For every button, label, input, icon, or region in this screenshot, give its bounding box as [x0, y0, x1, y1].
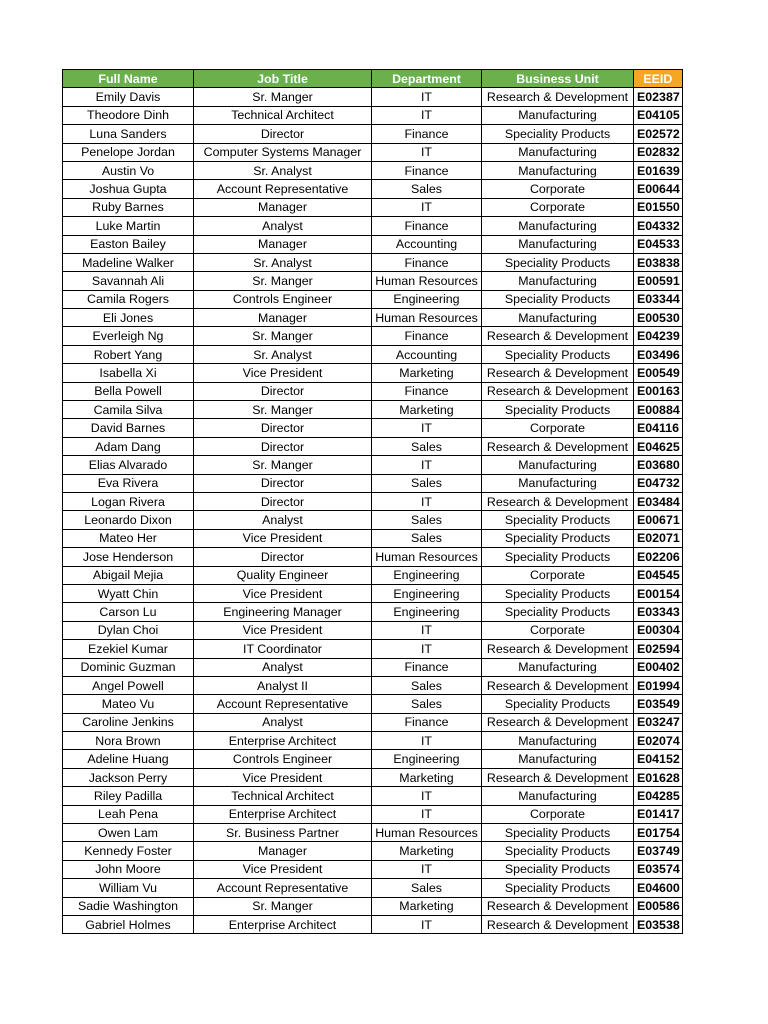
cell-full-name[interactable]: Ruby Barnes [63, 198, 194, 216]
cell-full-name[interactable]: Mateo Vu [63, 695, 194, 713]
cell-business-unit[interactable]: Speciality Products [482, 824, 634, 842]
cell-business-unit[interactable]: Corporate [482, 566, 634, 584]
table-row [63, 125, 683, 143]
cell-job-title[interactable]: Director [194, 382, 372, 400]
cell-department[interactable]: IT [372, 106, 482, 124]
cell-job-title[interactable]: Manager [194, 842, 372, 860]
cell-department[interactable]: Sales [372, 676, 482, 694]
table-row [63, 217, 683, 235]
table-row [63, 548, 683, 566]
cell-eeid[interactable]: E00671 [634, 511, 683, 529]
cell-department[interactable]: IT [372, 732, 482, 750]
table-row [63, 143, 683, 161]
cell-job-title[interactable]: Technical Architect [194, 787, 372, 805]
cell-eeid[interactable]: E04600 [634, 879, 683, 897]
cell-job-title[interactable]: Director [194, 125, 372, 143]
cell-full-name[interactable]: Sadie Washington [63, 897, 194, 915]
cell-full-name[interactable]: Owen Lam [63, 824, 194, 842]
cell-eeid[interactable]: E00644 [634, 180, 683, 198]
cell-department[interactable]: Finance [372, 125, 482, 143]
cell-eeid[interactable]: E02074 [634, 732, 683, 750]
table-row [63, 658, 683, 676]
cell-job-title[interactable]: Sr. Analyst [194, 345, 372, 363]
cell-eeid[interactable]: E03838 [634, 253, 683, 271]
cell-full-name[interactable]: Riley Padilla [63, 787, 194, 805]
cell-full-name[interactable]: Gabriel Holmes [63, 915, 194, 933]
cell-job-title[interactable]: Analyst II [194, 676, 372, 694]
cell-job-title[interactable]: Vice President [194, 621, 372, 639]
cell-full-name[interactable]: William Vu [63, 879, 194, 897]
cell-eeid[interactable]: E02572 [634, 125, 683, 143]
cell-full-name[interactable]: Ezekiel Kumar [63, 640, 194, 658]
table-row [63, 106, 683, 124]
cell-department[interactable]: Marketing [372, 364, 482, 382]
cell-department[interactable]: IT [372, 915, 482, 933]
cell-eeid[interactable]: E02594 [634, 640, 683, 658]
cell-business-unit[interactable]: Speciality Products [482, 401, 634, 419]
cell-job-title[interactable]: Sr. Analyst [194, 161, 372, 179]
cell-full-name[interactable]: Carson Lu [63, 603, 194, 621]
cell-job-title[interactable]: Sr. Analyst [194, 253, 372, 271]
table-row [63, 750, 683, 768]
cell-full-name[interactable]: Jackson Perry [63, 768, 194, 786]
cell-job-title[interactable]: Vice President [194, 860, 372, 878]
cell-business-unit[interactable]: Speciality Products [482, 584, 634, 602]
cell-job-title[interactable]: Vice President [194, 529, 372, 547]
cell-eeid[interactable]: E00154 [634, 584, 683, 602]
cell-full-name[interactable]: Caroline Jenkins [63, 713, 194, 731]
cell-department[interactable]: IT [372, 143, 482, 161]
table-row [63, 824, 683, 842]
cell-full-name[interactable]: Abigail Mejia [63, 566, 194, 584]
cell-job-title[interactable]: Director [194, 548, 372, 566]
cell-department[interactable]: Accounting [372, 345, 482, 363]
table-body [63, 88, 683, 934]
cell-full-name[interactable]: Adam Dang [63, 437, 194, 455]
cell-eeid[interactable]: E02071 [634, 529, 683, 547]
cell-business-unit[interactable]: Research & Development [482, 492, 634, 510]
cell-business-unit[interactable]: Manufacturing [482, 161, 634, 179]
table-row [63, 860, 683, 878]
cell-business-unit[interactable]: Research & Development [482, 676, 634, 694]
cell-job-title[interactable]: Technical Architect [194, 106, 372, 124]
cell-eeid[interactable]: E02832 [634, 143, 683, 161]
cell-eeid[interactable]: E04545 [634, 566, 683, 584]
cell-eeid[interactable]: E04625 [634, 437, 683, 455]
cell-eeid[interactable]: E04105 [634, 106, 683, 124]
cell-full-name[interactable]: Joshua Gupta [63, 180, 194, 198]
cell-department[interactable]: Sales [372, 695, 482, 713]
cell-full-name[interactable]: Savannah Ali [63, 272, 194, 290]
cell-job-title[interactable]: Sr. Manger [194, 401, 372, 419]
cell-full-name[interactable]: Austin Vo [63, 161, 194, 179]
cell-job-title[interactable]: Director [194, 474, 372, 492]
cell-job-title[interactable]: Manager [194, 198, 372, 216]
cell-business-unit[interactable]: Manufacturing [482, 658, 634, 676]
table-row [63, 253, 683, 271]
employee-table [62, 69, 683, 934]
cell-job-title[interactable]: Sr. Manger [194, 272, 372, 290]
cell-business-unit[interactable]: Corporate [482, 180, 634, 198]
cell-full-name[interactable]: Jose Henderson [63, 548, 194, 566]
cell-department[interactable]: Sales [372, 529, 482, 547]
cell-business-unit[interactable]: Manufacturing [482, 217, 634, 235]
cell-business-unit[interactable]: Speciality Products [482, 125, 634, 143]
cell-full-name[interactable]: Adeline Huang [63, 750, 194, 768]
cell-eeid[interactable]: E03680 [634, 456, 683, 474]
cell-business-unit[interactable]: Research & Development [482, 364, 634, 382]
cell-department[interactable]: IT [372, 492, 482, 510]
cell-business-unit[interactable]: Speciality Products [482, 879, 634, 897]
cell-job-title[interactable]: Account Representative [194, 695, 372, 713]
cell-full-name[interactable]: Easton Bailey [63, 235, 194, 253]
cell-department[interactable]: Finance [372, 161, 482, 179]
cell-eeid[interactable]: E03484 [634, 492, 683, 510]
table-row [63, 382, 683, 400]
cell-full-name[interactable]: Leonardo Dixon [63, 511, 194, 529]
table-row [63, 88, 683, 106]
cell-full-name[interactable]: Kennedy Foster [63, 842, 194, 860]
cell-job-title[interactable]: Sr. Business Partner [194, 824, 372, 842]
cell-eeid[interactable]: E01639 [634, 161, 683, 179]
header-business-unit[interactable]: Business Unit [482, 70, 634, 88]
cell-department[interactable]: Human Resources [372, 824, 482, 842]
cell-business-unit[interactable]: Speciality Products [482, 511, 634, 529]
cell-eeid[interactable]: E00530 [634, 309, 683, 327]
table-row [63, 842, 683, 860]
cell-eeid[interactable]: E03749 [634, 842, 683, 860]
cell-department[interactable]: Engineering [372, 750, 482, 768]
cell-business-unit[interactable]: Manufacturing [482, 456, 634, 474]
cell-full-name[interactable]: Emily Davis [63, 88, 194, 106]
cell-job-title[interactable]: Director [194, 437, 372, 455]
cell-job-title[interactable]: Director [194, 419, 372, 437]
cell-job-title[interactable]: Sr. Manger [194, 327, 372, 345]
cell-department[interactable]: IT [372, 419, 482, 437]
cell-business-unit[interactable]: Manufacturing [482, 272, 634, 290]
cell-department[interactable]: Finance [372, 327, 482, 345]
cell-job-title[interactable]: Vice President [194, 768, 372, 786]
cell-department[interactable]: Sales [372, 879, 482, 897]
table-row [63, 492, 683, 510]
cell-business-unit[interactable]: Corporate [482, 198, 634, 216]
cell-department[interactable]: IT [372, 456, 482, 474]
cell-eeid[interactable]: E03247 [634, 713, 683, 731]
cell-business-unit[interactable]: Research & Development [482, 437, 634, 455]
cell-department[interactable]: Finance [372, 658, 482, 676]
cell-eeid[interactable]: E00549 [634, 364, 683, 382]
cell-department[interactable]: IT [372, 787, 482, 805]
cell-eeid[interactable]: E03344 [634, 290, 683, 308]
cell-eeid[interactable]: E00884 [634, 401, 683, 419]
cell-department[interactable]: IT [372, 805, 482, 823]
cell-full-name[interactable]: Theodore Dinh [63, 106, 194, 124]
cell-department[interactable]: Sales [372, 511, 482, 529]
cell-full-name[interactable]: Penelope Jordan [63, 143, 194, 161]
cell-job-title[interactable]: Manager [194, 309, 372, 327]
table-row [63, 235, 683, 253]
cell-full-name[interactable]: Dominic Guzman [63, 658, 194, 676]
cell-business-unit[interactable]: Speciality Products [482, 345, 634, 363]
cell-business-unit[interactable]: Research & Development [482, 915, 634, 933]
header-job-title[interactable]: Job Title [194, 70, 372, 88]
cell-business-unit[interactable]: Research & Development [482, 768, 634, 786]
cell-job-title[interactable]: Enterprise Architect [194, 915, 372, 933]
table-row [63, 474, 683, 492]
cell-business-unit[interactable]: Research & Development [482, 640, 634, 658]
cell-full-name[interactable]: Madeline Walker [63, 253, 194, 271]
cell-business-unit[interactable]: Manufacturing [482, 750, 634, 768]
cell-full-name[interactable]: Eva Rivera [63, 474, 194, 492]
cell-department[interactable]: Engineering [372, 290, 482, 308]
cell-business-unit[interactable]: Speciality Products [482, 529, 634, 547]
header-row [63, 70, 683, 88]
table-row [63, 161, 683, 179]
cell-eeid[interactable]: E02206 [634, 548, 683, 566]
cell-business-unit[interactable]: Manufacturing [482, 309, 634, 327]
table-row [63, 272, 683, 290]
cell-department[interactable]: Marketing [372, 401, 482, 419]
cell-business-unit[interactable]: Research & Development [482, 88, 634, 106]
cell-job-title[interactable]: Director [194, 492, 372, 510]
cell-job-title[interactable]: Controls Engineer [194, 290, 372, 308]
cell-business-unit[interactable]: Manufacturing [482, 732, 634, 750]
cell-department[interactable]: Engineering [372, 584, 482, 602]
table-row [63, 768, 683, 786]
cell-full-name[interactable]: Elias Alvarado [63, 456, 194, 474]
cell-full-name[interactable]: Logan Rivera [63, 492, 194, 510]
cell-department[interactable]: Finance [372, 217, 482, 235]
cell-full-name[interactable]: Dylan Choi [63, 621, 194, 639]
cell-business-unit[interactable]: Research & Development [482, 327, 634, 345]
cell-job-title[interactable]: Computer Systems Manager [194, 143, 372, 161]
table-row [63, 713, 683, 731]
cell-department[interactable]: Engineering [372, 603, 482, 621]
cell-eeid[interactable]: E04239 [634, 327, 683, 345]
cell-business-unit[interactable]: Speciality Products [482, 290, 634, 308]
cell-business-unit[interactable]: Manufacturing [482, 474, 634, 492]
table-row [63, 566, 683, 584]
table-row [63, 879, 683, 897]
cell-business-unit[interactable]: Corporate [482, 805, 634, 823]
cell-business-unit[interactable]: Manufacturing [482, 235, 634, 253]
cell-department[interactable]: IT [372, 621, 482, 639]
table-row [63, 603, 683, 621]
cell-department[interactable]: Finance [372, 382, 482, 400]
table-row [63, 309, 683, 327]
cell-business-unit[interactable]: Corporate [482, 419, 634, 437]
cell-job-title[interactable]: Controls Engineer [194, 750, 372, 768]
cell-business-unit[interactable]: Speciality Products [482, 842, 634, 860]
cell-job-title[interactable]: Enterprise Architect [194, 732, 372, 750]
cell-business-unit[interactable]: Speciality Products [482, 860, 634, 878]
cell-eeid[interactable]: E03496 [634, 345, 683, 363]
cell-business-unit[interactable]: Manufacturing [482, 787, 634, 805]
cell-business-unit[interactable]: Speciality Products [482, 253, 634, 271]
table-row [63, 327, 683, 345]
table-row [63, 364, 683, 382]
cell-eeid[interactable]: E01628 [634, 768, 683, 786]
cell-business-unit[interactable]: Research & Development [482, 897, 634, 915]
cell-full-name[interactable]: Wyatt Chin [63, 584, 194, 602]
cell-department[interactable]: Human Resources [372, 272, 482, 290]
cell-eeid[interactable]: E04332 [634, 217, 683, 235]
header-full-name[interactable]: Full Name [63, 70, 194, 88]
cell-job-title[interactable]: Analyst [194, 713, 372, 731]
cell-job-title[interactable]: Account Representative [194, 180, 372, 198]
cell-eeid[interactable]: E03343 [634, 603, 683, 621]
cell-department[interactable]: IT [372, 860, 482, 878]
cell-eeid[interactable]: E04533 [634, 235, 683, 253]
cell-business-unit[interactable]: Manufacturing [482, 143, 634, 161]
cell-department[interactable]: Human Resources [372, 309, 482, 327]
cell-department[interactable]: Sales [372, 474, 482, 492]
cell-business-unit[interactable]: Speciality Products [482, 548, 634, 566]
cell-job-title[interactable]: Sr. Manger [194, 456, 372, 474]
cell-department[interactable]: IT [372, 88, 482, 106]
cell-business-unit[interactable]: Corporate [482, 621, 634, 639]
table-row [63, 437, 683, 455]
table-row [63, 529, 683, 547]
cell-department[interactable]: Sales [372, 437, 482, 455]
cell-job-title[interactable]: Enterprise Architect [194, 805, 372, 823]
header-eeid[interactable]: EEID [634, 70, 683, 88]
cell-eeid[interactable]: E00586 [634, 897, 683, 915]
cell-department[interactable]: Marketing [372, 768, 482, 786]
cell-department[interactable]: Accounting [372, 235, 482, 253]
cell-department[interactable]: Finance [372, 253, 482, 271]
cell-business-unit[interactable]: Research & Development [482, 382, 634, 400]
cell-eeid[interactable]: E04285 [634, 787, 683, 805]
cell-job-title[interactable]: Vice President [194, 584, 372, 602]
table-row [63, 621, 683, 639]
cell-full-name[interactable]: Mateo Her [63, 529, 194, 547]
cell-eeid[interactable]: E03538 [634, 915, 683, 933]
table-row [63, 584, 683, 602]
table-row [63, 345, 683, 363]
header-department[interactable]: Department [372, 70, 482, 88]
table-row [63, 640, 683, 658]
cell-full-name[interactable]: Eli Jones [63, 309, 194, 327]
cell-department[interactable]: Marketing [372, 897, 482, 915]
table-row [63, 897, 683, 915]
table-row [63, 180, 683, 198]
table-row [63, 805, 683, 823]
table-row [63, 456, 683, 474]
table-row [63, 290, 683, 308]
cell-department[interactable]: Finance [372, 713, 482, 731]
cell-job-title[interactable]: Sr. Manger [194, 897, 372, 915]
table-row [63, 695, 683, 713]
cell-business-unit[interactable]: Speciality Products [482, 695, 634, 713]
cell-full-name[interactable]: Isabella Xi [63, 364, 194, 382]
cell-full-name[interactable]: Luke Martin [63, 217, 194, 235]
cell-job-title[interactable]: Manager [194, 235, 372, 253]
cell-department[interactable]: Engineering [372, 566, 482, 584]
cell-full-name[interactable]: Robert Yang [63, 345, 194, 363]
cell-job-title[interactable]: Account Representative [194, 879, 372, 897]
cell-full-name[interactable]: David Barnes [63, 419, 194, 437]
cell-eeid[interactable]: E04116 [634, 419, 683, 437]
cell-eeid[interactable]: E04152 [634, 750, 683, 768]
cell-business-unit[interactable]: Manufacturing [482, 106, 634, 124]
table-row [63, 915, 683, 933]
table-row [63, 401, 683, 419]
table-row [63, 732, 683, 750]
table-row [63, 676, 683, 694]
cell-full-name[interactable]: John Moore [63, 860, 194, 878]
cell-job-title[interactable]: Analyst [194, 217, 372, 235]
cell-eeid[interactable]: E00163 [634, 382, 683, 400]
table-row [63, 511, 683, 529]
cell-job-title[interactable]: Quality Engineer [194, 566, 372, 584]
table-row [63, 198, 683, 216]
cell-full-name[interactable]: Leah Pena [63, 805, 194, 823]
cell-department[interactable]: IT [372, 640, 482, 658]
cell-full-name[interactable]: Angel Powell [63, 676, 194, 694]
cell-full-name[interactable]: Luna Sanders [63, 125, 194, 143]
cell-department[interactable]: Sales [372, 180, 482, 198]
cell-full-name[interactable]: Nora Brown [63, 732, 194, 750]
cell-eeid[interactable]: E03574 [634, 860, 683, 878]
cell-full-name[interactable]: Bella Powell [63, 382, 194, 400]
spreadsheet-sheet [62, 69, 683, 934]
cell-department[interactable]: Human Resources [372, 548, 482, 566]
cell-department[interactable]: Marketing [372, 842, 482, 860]
cell-job-title[interactable]: IT Coordinator [194, 640, 372, 658]
cell-job-title[interactable]: Vice President [194, 364, 372, 382]
cell-eeid[interactable]: E01417 [634, 805, 683, 823]
cell-eeid[interactable]: E01994 [634, 676, 683, 694]
cell-business-unit[interactable]: Research & Development [482, 713, 634, 731]
cell-eeid[interactable]: E03549 [634, 695, 683, 713]
cell-job-title[interactable]: Analyst [194, 511, 372, 529]
cell-eeid[interactable]: E00591 [634, 272, 683, 290]
cell-job-title[interactable]: Sr. Manger [194, 88, 372, 106]
cell-eeid[interactable]: E00304 [634, 621, 683, 639]
cell-full-name[interactable]: Camila Silva [63, 401, 194, 419]
table-row [63, 419, 683, 437]
table-row [63, 787, 683, 805]
cell-full-name[interactable]: Everleigh Ng [63, 327, 194, 345]
cell-eeid[interactable]: E01754 [634, 824, 683, 842]
cell-full-name[interactable]: Camila Rogers [63, 290, 194, 308]
cell-eeid[interactable]: E04732 [634, 474, 683, 492]
cell-department[interactable]: IT [372, 198, 482, 216]
cell-eeid[interactable]: E00402 [634, 658, 683, 676]
cell-job-title[interactable]: Engineering Manager [194, 603, 372, 621]
cell-business-unit[interactable]: Speciality Products [482, 603, 634, 621]
cell-eeid[interactable]: E02387 [634, 88, 683, 106]
cell-eeid[interactable]: E01550 [634, 198, 683, 216]
cell-job-title[interactable]: Analyst [194, 658, 372, 676]
